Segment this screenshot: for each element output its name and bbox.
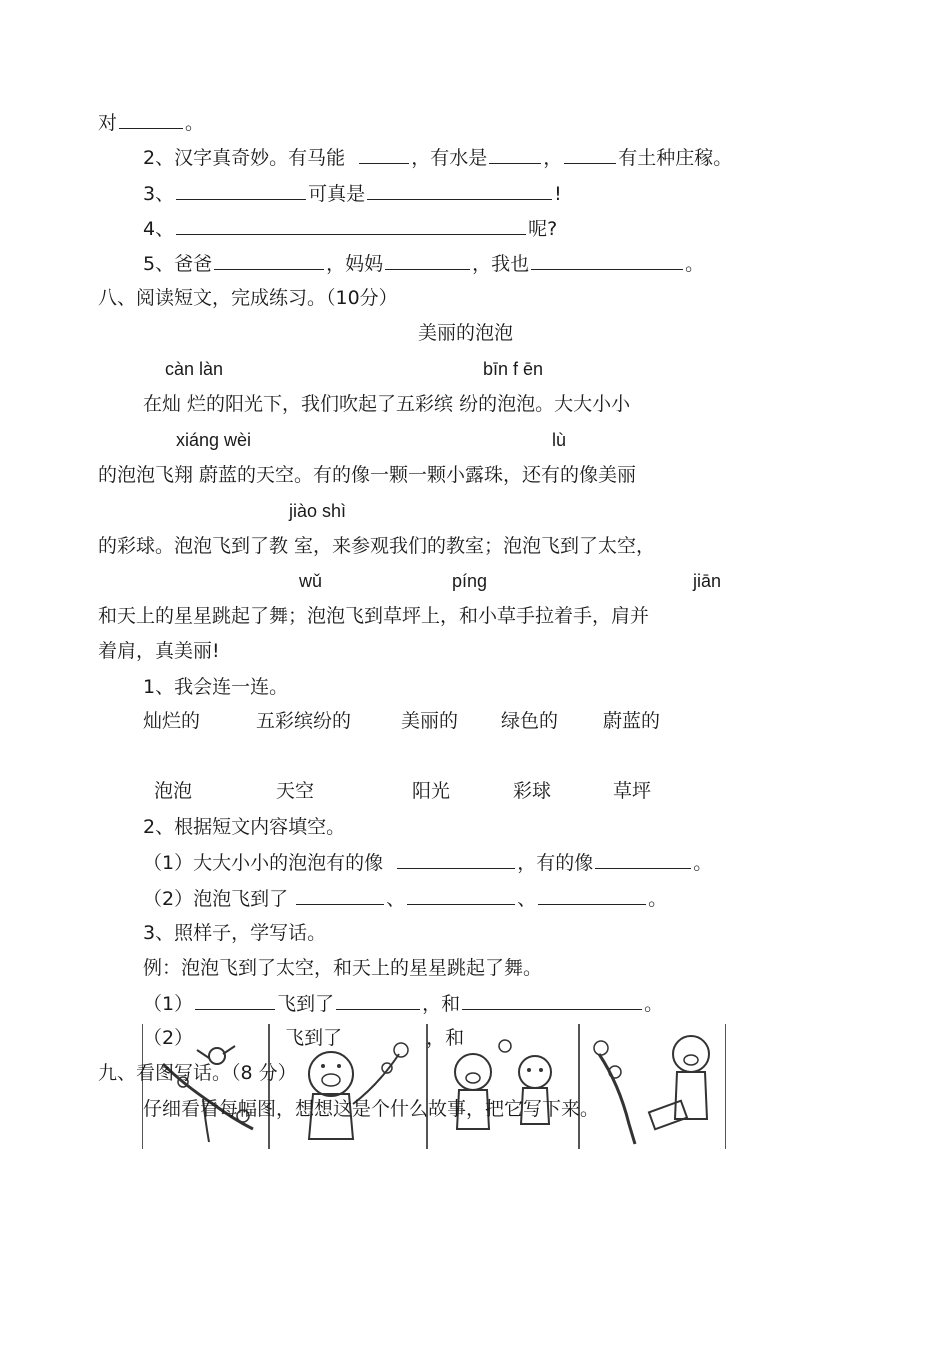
answer-blank[interactable] <box>407 886 515 905</box>
answer-blank[interactable] <box>176 181 306 200</box>
answer-blank[interactable] <box>462 991 642 1010</box>
answer-blank[interactable] <box>176 216 526 235</box>
answer-blank[interactable] <box>359 145 409 164</box>
passage-line-3: 的彩球。泡泡飞到了教 室，来参观我们的教室；泡泡飞到了太空， <box>98 535 656 557</box>
match-top-2[interactable]: 美丽的 <box>401 710 459 732</box>
answer-blank[interactable] <box>336 991 420 1010</box>
answer-blank[interactable] <box>538 886 646 905</box>
answer-blank[interactable] <box>195 991 275 1010</box>
answer-blank[interactable] <box>119 110 183 129</box>
q7-line-2: 2、汉字真奇妙。有马能 ，有水是 ， 有土种庄稼。 <box>143 147 733 169</box>
q7-line-3: 3、 可真是 ! <box>143 183 562 205</box>
pinyin-binfen: bīn f ēn <box>483 359 544 379</box>
subq-3-a: （1） 飞到了 ，和 。 <box>143 993 664 1015</box>
answer-blank[interactable] <box>397 850 515 869</box>
q7-line-5: 5、爸爸 ，妈妈 ，我也 。 <box>143 253 705 275</box>
section-8-heading: 八、阅读短文，完成练习。（10分） <box>98 287 398 309</box>
answer-blank[interactable] <box>385 251 470 270</box>
subq-3-example: 例：泡泡飞到了太空，和天上的星星跳起了舞。 <box>143 957 543 979</box>
answer-blank[interactable] <box>531 251 683 270</box>
pinyin-wu: wǔ <box>299 571 323 591</box>
match-bottom-4[interactable]: 草坪 <box>613 780 652 802</box>
subq-3-title: 3、照样子，学写话。 <box>143 922 327 944</box>
passage-line-1: 在灿 烂的阳光下，我们吹起了五彩缤 纷的泡泡。大大小小 <box>143 393 631 415</box>
subq-2-a: （1）大大小小的泡泡有的像 ，有的像 。 <box>143 852 713 874</box>
match-bottom-2[interactable]: 阳光 <box>412 780 451 802</box>
pinyin-jian: jiān <box>693 571 722 591</box>
answer-blank[interactable] <box>595 850 691 869</box>
answer-blank[interactable] <box>564 145 616 164</box>
match-top-4[interactable]: 蔚蓝的 <box>603 710 661 732</box>
passage-line-5: 着肩，真美丽! <box>98 640 220 662</box>
subq-2-b: （2）泡泡飞到了 、 、 。 <box>143 888 668 910</box>
subq-1-title: 1、我会连一连。 <box>143 676 289 698</box>
pinyin-lu: lù <box>552 430 567 450</box>
pinyin-jiaoshi: jiào shì <box>289 501 347 521</box>
answer-blank[interactable] <box>214 251 324 270</box>
match-bottom-3[interactable]: 彩球 <box>513 780 552 802</box>
answer-blank[interactable] <box>489 145 541 164</box>
pig-sign-illustration <box>579 1024 725 1149</box>
q7-line-0: 对 。 <box>98 112 205 134</box>
passage-line-2: 的泡泡飞翔 蔚蓝的天空。有的像一颗一颗小露珠，还有的像美丽 <box>98 464 637 486</box>
match-top-0[interactable]: 灿烂的 <box>143 710 201 732</box>
match-bottom-1[interactable]: 天空 <box>276 780 315 802</box>
section-9-heading: 九、看图写话。（8 分） <box>98 1062 297 1084</box>
subq-2-title: 2、根据短文内容填空。 <box>143 816 346 838</box>
passage-line-4: 和天上的星星跳起了舞；泡泡飞到草坪上，和小草手拉着手，肩并 <box>98 605 650 627</box>
section-9-instruction: 仔细看看每幅图，想想这是个什么故事，把它写下来。 <box>143 1098 600 1120</box>
subq-3-b: （2） 飞到了 ，和 <box>143 1027 465 1049</box>
match-top-1[interactable]: 五彩缤纷的 <box>256 710 352 732</box>
answer-blank[interactable] <box>367 181 552 200</box>
match-top-3[interactable]: 绿色的 <box>501 710 559 732</box>
pinyin-xiangwei: xiáng wèi <box>176 430 252 450</box>
picture-4 <box>578 1024 726 1149</box>
match-bottom-0[interactable]: 泡泡 <box>154 780 193 802</box>
pinyin-ping: píng <box>452 571 488 591</box>
pinyin-canlan: càn làn <box>165 359 224 379</box>
passage-title: 美丽的泡泡 <box>418 322 514 344</box>
q7-line-4: 4、 呢? <box>143 218 558 240</box>
answer-blank[interactable] <box>296 886 384 905</box>
